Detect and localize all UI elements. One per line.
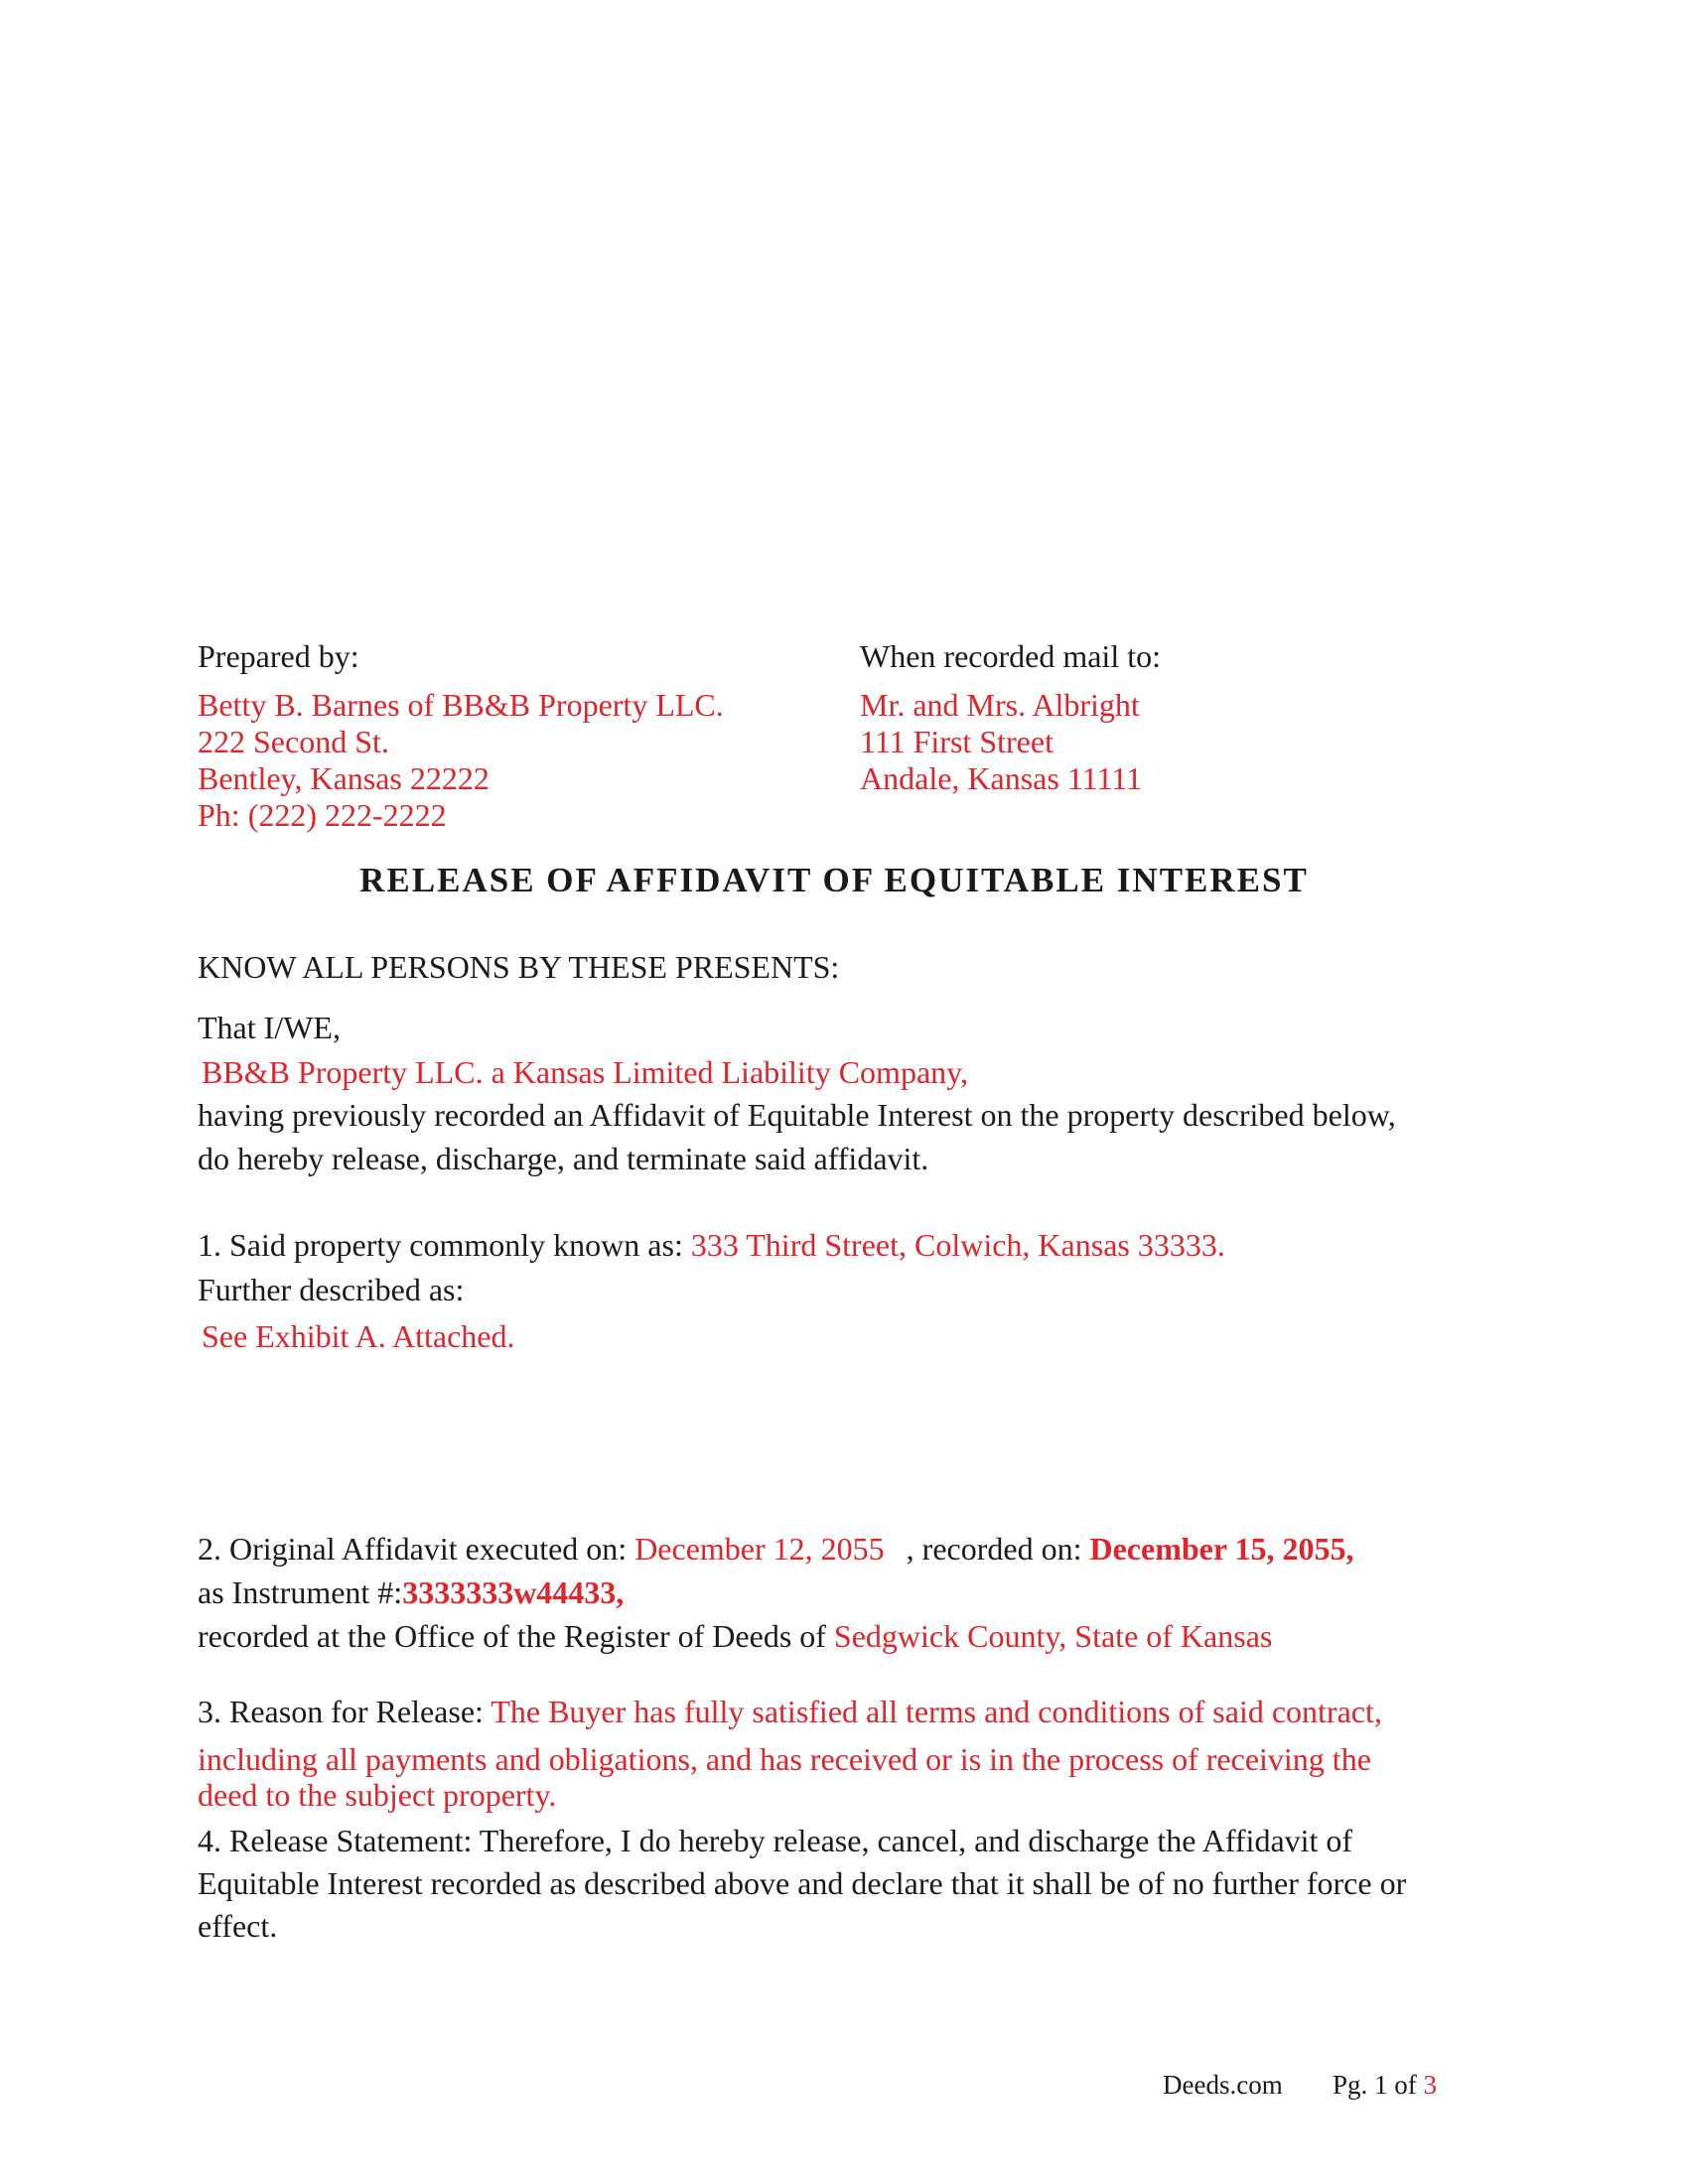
section3-label: 3. Reason for Release: [198, 1694, 484, 1729]
further-described-label: Further described as: [198, 1272, 465, 1307]
reason-line-1: The Buyer has fully satisfied all terms and conditions of said contract, [491, 1694, 1382, 1729]
mail-to-street: 111 First Street [860, 724, 1054, 759]
executed-date: December 12, 2055 [634, 1531, 885, 1567]
document-title: RELEASE OF AFFIDAVIT OF EQUITABLE INTEREST [359, 861, 1309, 899]
recital-line-2: do hereby release, discharge, and terminate said affidavit. [198, 1141, 929, 1176]
footer-page-number [1333, 2069, 1437, 2101]
office-label: recorded at the Office of the Register of Deeds of [198, 1618, 826, 1654]
footer-site: Deeds.com [1163, 2070, 1283, 2100]
mail-to-name: Mr. and Mrs. Albright [860, 687, 1140, 723]
instrument-label: as Instrument #: [198, 1574, 403, 1610]
section1-line [198, 1226, 1225, 1264]
preparer-street: 222 Second St. [198, 724, 389, 759]
section2-label: 2. Original Affidavit executed on: [198, 1531, 628, 1567]
preparer-phone: Ph: (222) 222-2222 [198, 797, 447, 833]
recital-line-1: having previously recorded an Affidavit of Equitable Interest on the property described below, [198, 1097, 1396, 1133]
reason-line-2: including all payments and obligations, and has received or is in the process of receiving the [198, 1741, 1371, 1777]
section2-line-1 [198, 1530, 1353, 1568]
reason-line-3: deed to the subject property. [198, 1777, 557, 1813]
page-total: 3 [1423, 2070, 1438, 2100]
property-address: 333 Third Street, Colwich, Kansas 33333. [690, 1227, 1225, 1263]
section2-line-3 [198, 1617, 1272, 1655]
preparer-name: Betty B. Barnes of BB&B Property LLC. [198, 687, 724, 723]
page-prefix: Pg. 1 of [1333, 2070, 1417, 2100]
further-described-value: See Exhibit A. Attached. [202, 1318, 515, 1354]
release-statement-line-1: 4. Release Statement: Therefore, I do hereby release, cancel, and discharge the Affidavit of [198, 1823, 1353, 1858]
recorded-on-label: , recorded on: [906, 1531, 1082, 1567]
release-statement-line-3: effect. [198, 1908, 278, 1944]
section3-line-1 [198, 1693, 1382, 1730]
release-statement-line-2: Equitable Interest recorded as described above and declare that it shall be of no further force or [198, 1865, 1407, 1901]
party-name: BB&B Property LLC. a Kansas Limited Liability Company, [202, 1054, 969, 1090]
mail-to-label: When recorded mail to: [860, 638, 1161, 674]
mail-to-city: Andale, Kansas 11111 [860, 760, 1143, 796]
prepared-by-label: Prepared by: [198, 638, 359, 674]
preparer-city: Bentley, Kansas 22222 [198, 760, 490, 796]
instrument-number: 3333333w44433, [402, 1574, 625, 1610]
county-state: Sedgwick County, State of Kansas [833, 1618, 1273, 1654]
recorded-date: December 15, 2055, [1089, 1531, 1354, 1567]
that-iwe-text: That I/WE, [198, 1010, 341, 1045]
know-all-heading: KNOW ALL PERSONS BY THESE PRESENTS: [198, 949, 840, 985]
section1-label: 1. Said property commonly known as: [198, 1227, 683, 1263]
section2-line-2 [198, 1573, 624, 1611]
